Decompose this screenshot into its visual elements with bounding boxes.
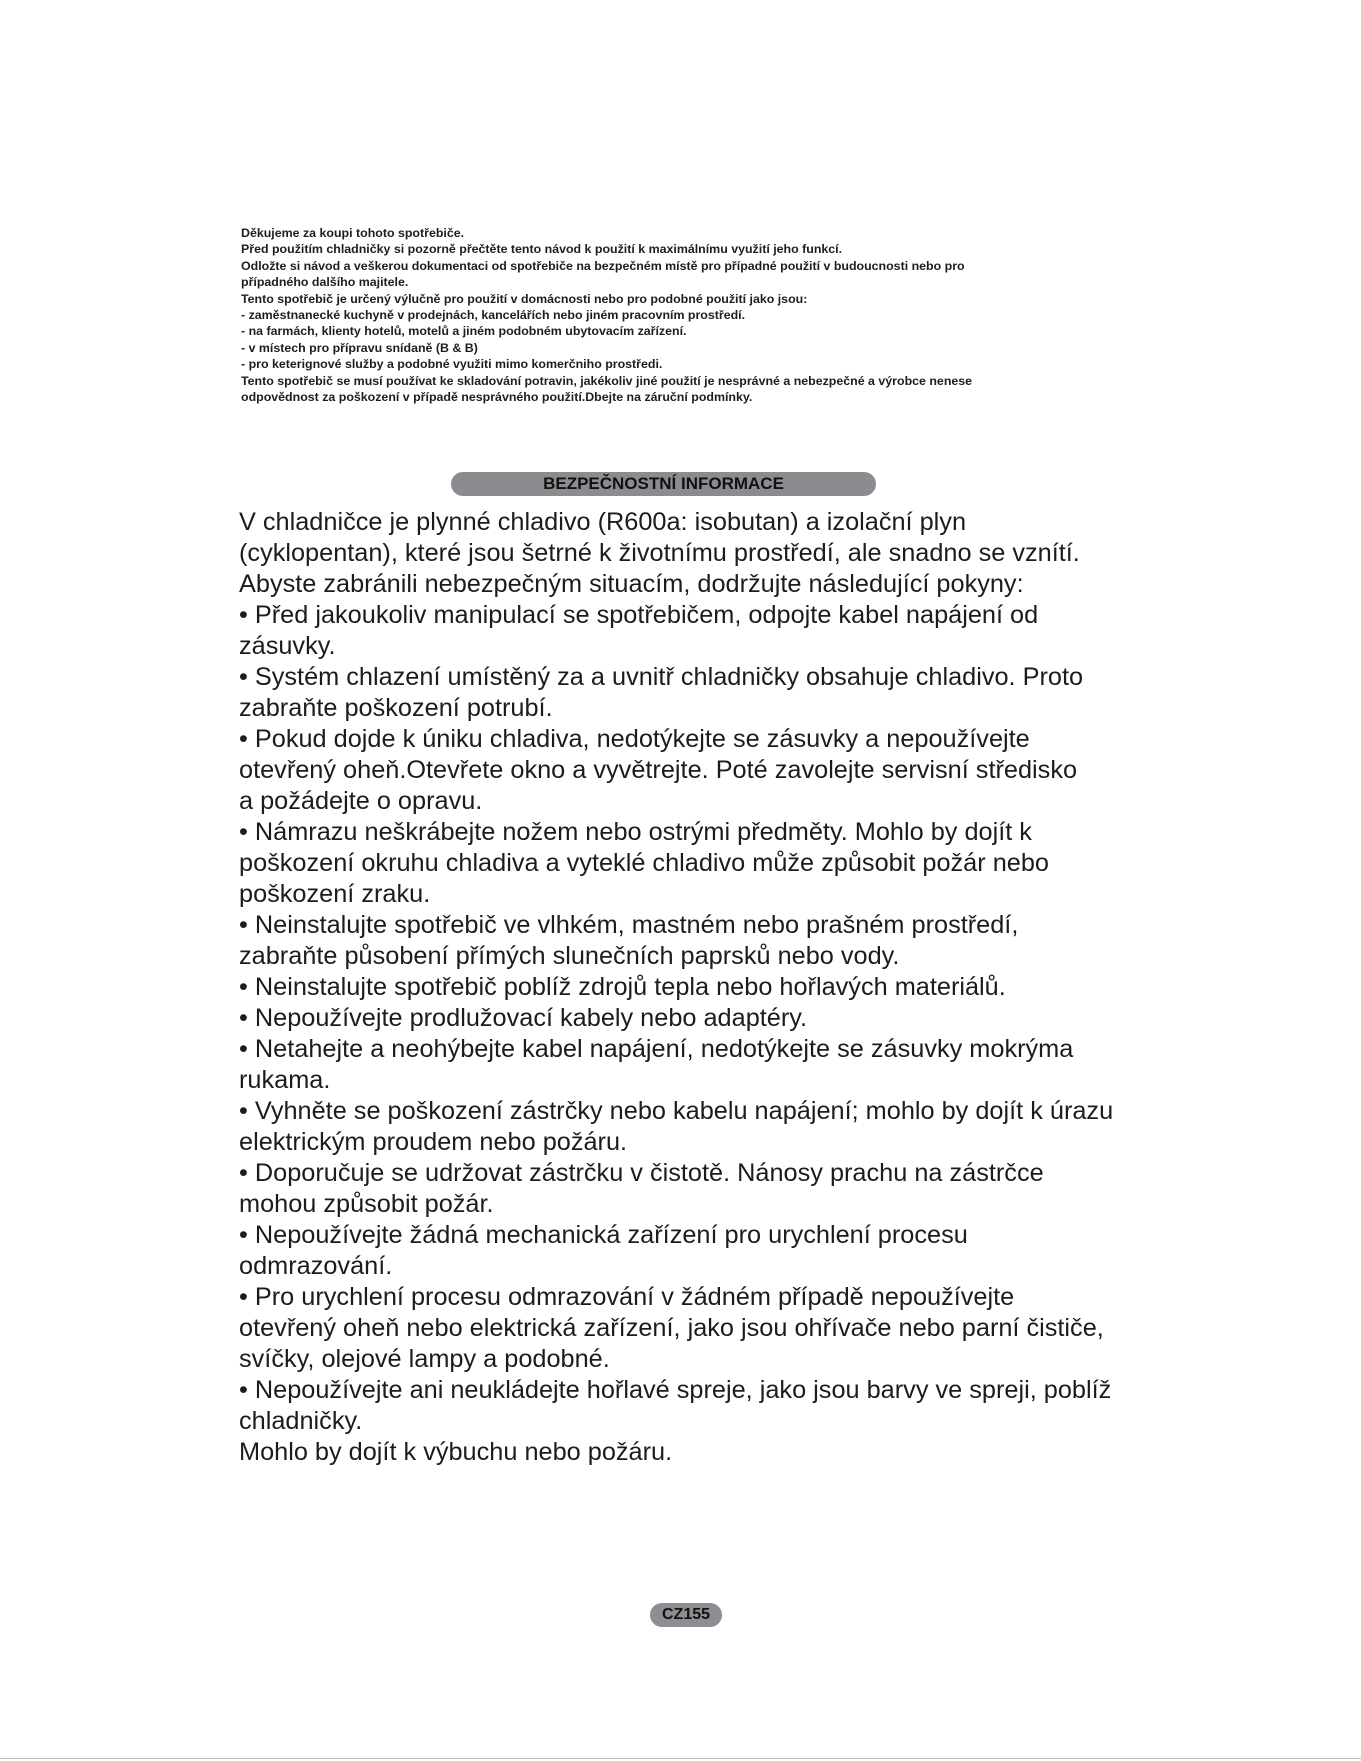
intro-line: odpovědnost za poškození v případě nesprávného použití.Dbejte na záruční podmínky. bbox=[241, 390, 753, 405]
body-line: • Před jakoukoliv manipulací se spotřebičem, odpojte kabel napájení od bbox=[239, 601, 1039, 629]
body-line: • Neinstalujte spotřebič ve vlhkém, mastném nebo prašném prostředí, bbox=[239, 911, 1019, 939]
body-line: • Netahejte a neohýbejte kabel napájení, nedotýkejte se zásuvky mokrýma bbox=[239, 1035, 1074, 1063]
page-number-badge bbox=[650, 1603, 722, 1627]
body-line: zásuvky. bbox=[239, 632, 336, 660]
intro-line: Odložte si návod a veškerou dokumentaci od spotřebiče na bezpečném místě pro případné použití v budoucnosti nebo pro bbox=[241, 258, 965, 273]
body-line: Mohlo by dojít k výbuchu nebo požáru. bbox=[239, 1438, 673, 1466]
intro-line: - v místech pro přípravu snídaně (B & B) bbox=[241, 340, 478, 355]
body-line: • Pokud dojde k úniku chladiva, nedotýkejte se zásuvky a nepoužívejte bbox=[239, 725, 1030, 753]
body-line: poškození zraku. bbox=[239, 880, 431, 908]
intro-line: Děkujeme za koupi tohoto spotřebiče. bbox=[241, 226, 465, 240]
body-line: Abyste zabránili nebezpečným situacím, dodržujte následující pokyny: bbox=[239, 570, 1024, 598]
body-line: odmrazování. bbox=[239, 1252, 393, 1280]
body-line: V chladničce je plynné chladivo (R600a: isobutan) a izolační plyn bbox=[239, 508, 967, 536]
body-line: • Vyhněte se poškození zástrčky nebo kabelu napájení; mohlo by dojít k úrazu bbox=[239, 1097, 1114, 1125]
safety-information-text bbox=[239, 507, 1119, 1468]
body-line: otevřený oheň.Otevřete okno a vyvětrejte. Poté zavolejte servisní středisko bbox=[239, 756, 1078, 784]
intro-line: - zaměstnanecké kuchyně v prodejnách, kancelářích nebo jiném pracovním prostředí. bbox=[241, 308, 746, 323]
body-line: zabraňte poškození potrubí. bbox=[239, 694, 553, 722]
body-line: • Systém chlazení umístěný za a uvnitř chladničky obsahuje chladivo. Proto bbox=[239, 663, 1084, 691]
body-line: svíčky, olejové lampy a podobné. bbox=[239, 1345, 610, 1373]
body-line: • Nepoužívejte žádná mechanická zařízení pro urychlení procesu bbox=[239, 1221, 968, 1249]
body-line: otevřený oheň nebo elektrická zařízení, jako jsou ohřívače nebo parní čističe, bbox=[239, 1314, 1104, 1342]
intro-line: případného dalšího majitele. bbox=[241, 275, 409, 290]
intro-line: Tento spotřebič je určený výlučně pro použití v domácnosti nebo pro podobné použití jako jsou: bbox=[241, 291, 808, 306]
intro-line: - pro keterignové služby a podobné využiti mimo komerčniho prostředi. bbox=[241, 357, 663, 372]
intro-line: Před použitím chladničky si pozorně přečtěte tento návod k použití k maximálnímu využití jeho funkcí. bbox=[241, 242, 843, 257]
intro-paragraph bbox=[241, 225, 1121, 405]
body-line: chladničky. bbox=[239, 1407, 363, 1435]
page-number: CZ155 bbox=[661, 1606, 711, 1623]
section-heading-bar bbox=[451, 472, 876, 496]
intro-line: - na farmách, klienty hotelů, motelů a jiném podobném ubytovacím zařízení. bbox=[241, 324, 687, 339]
body-line: poškození okruhu chladiva a vyteklé chladivo může způsobit požár nebo bbox=[239, 849, 1049, 877]
body-line: zabraňte působení přímých slunečních paprsků nebo vody. bbox=[239, 942, 900, 970]
body-line: • Nepoužívejte ani neukládejte hořlavé spreje, jako jsou barvy ve spreji, poblíž bbox=[239, 1376, 1112, 1404]
body-line: a požádejte o opravu. bbox=[239, 787, 483, 815]
body-line: • Neinstalujte spotřebič poblíž zdrojů tepla nebo hořlavých materiálů. bbox=[239, 973, 1006, 1001]
body-line: (cyklopentan), které jsou šetrné k životnímu prostředí, ale snadno se vznítí. bbox=[239, 539, 1080, 567]
bottom-divider bbox=[0, 1758, 1361, 1759]
body-line: • Pro urychlení procesu odmrazování v žádném případě nepoužívejte bbox=[239, 1283, 1015, 1311]
body-line: mohou způsobit požár. bbox=[239, 1190, 494, 1218]
section-heading: BEZPEČNOSTNÍ INFORMACE bbox=[543, 474, 784, 493]
intro-line: Tento spotřebič se musí používat ke skladování potravin, jakékoliv jiné použití je nesprávné a nebezpečné a výrobce nenese bbox=[241, 373, 973, 388]
body-line: rukama. bbox=[239, 1066, 331, 1094]
body-line: elektrickým proudem nebo požáru. bbox=[239, 1128, 628, 1156]
body-line: • Námrazu neškrábejte nožem nebo ostrými předměty. Mohlo by dojít k bbox=[239, 818, 1032, 846]
body-line: • Doporučuje se udržovat zástrčku v čistotě. Nánosy prachu na zástrčce bbox=[239, 1159, 1044, 1187]
body-line: • Nepoužívejte prodlužovací kabely nebo adaptéry. bbox=[239, 1004, 808, 1032]
